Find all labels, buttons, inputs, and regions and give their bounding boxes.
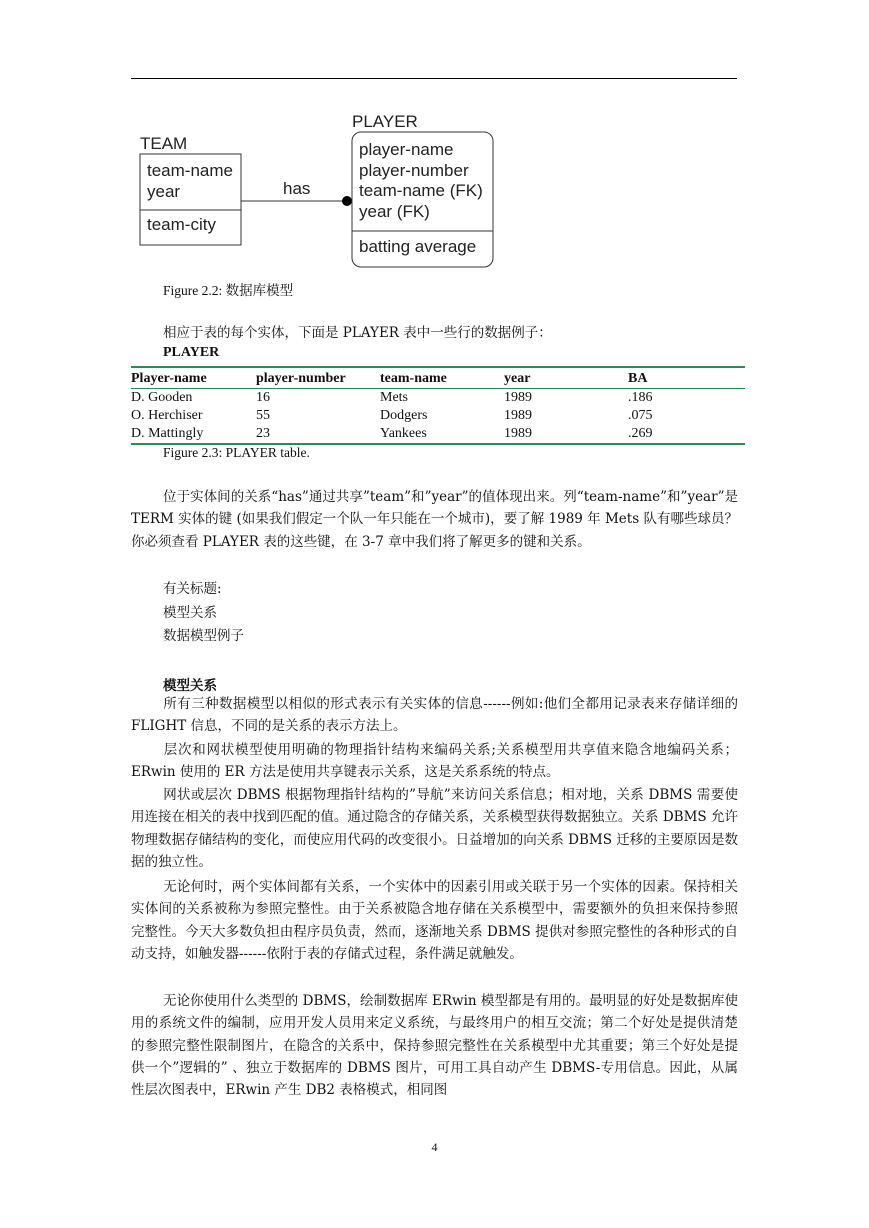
table-cell: D. Mattingly (131, 425, 256, 444)
team-key-year: year (147, 182, 181, 201)
related-topic-link[interactable]: 数据模型例子 (163, 628, 244, 644)
table-row (131, 407, 745, 425)
table-cell: .269 (628, 425, 745, 444)
figure-2-2-caption: Figure 2.2: 数据库模型 (163, 283, 294, 298)
table-cell: 55 (256, 408, 270, 423)
paragraph-text: 无论何时，两个实体间都有关系，一个实体中的因素引用或关联于另一个实体的因素。保持相关实体间的关系被称为参照完整性。由于关系被隐含地存储在关系模型中，需要额外的负担来保持参照完整性。今天大多数负担由程序员负责，然而，逐渐地关系 DBMS 提供对参照完整性的各种形式的自动支持，如触发器------依附于表的存储式过程，条件满足就触发。 (131, 879, 738, 962)
paragraph-text: 位于实体间的关系“has”通过共享”team”和”year”的值体现出来。列“team-name”和”year”是 TERM 实体的键 (如果我们假定一个队一年只能在一个城市)，要了解 1989 年 Mets 队有哪些球员？你必须查看 PLAYER 表的这些键，在 3-7 章中我们将了解更多的键和关系。 (131, 489, 738, 550)
column-header-ba: BA (628, 367, 745, 389)
column-header-team-name: team-name (380, 367, 504, 389)
player-entity-title: PLAYER (352, 112, 418, 131)
table-row (131, 389, 745, 408)
table-cell: O. Herchiser (131, 408, 203, 423)
table-title: PLAYER (163, 345, 220, 360)
paragraph-pointer-structures (131, 739, 738, 784)
player-key-team-name-fk: team-name (FK) (359, 181, 483, 200)
player-key-player-number: player-number (359, 161, 469, 180)
table-cell: 1989 (504, 390, 532, 405)
section-heading: 模型关系 (163, 678, 217, 694)
table-header-row (131, 367, 745, 389)
relationship-label: has (283, 179, 311, 198)
table-cell: 1989 (504, 408, 532, 423)
page-number: 4 (431, 1140, 438, 1154)
paragraph-navigation (131, 784, 738, 873)
table-cell: D. Gooden (131, 390, 193, 405)
table-cell: 23 (256, 425, 380, 444)
player-attr-batting-average: batting average (359, 237, 477, 256)
relationship-endpoint-dot (342, 196, 352, 206)
table-cell: .186 (628, 390, 653, 405)
table-row (131, 425, 745, 444)
team-attr-team-city: team-city (147, 215, 216, 234)
paragraph-referential-integrity (131, 876, 738, 965)
paragraph-has-relationship (131, 486, 738, 553)
table-cell: Yankees (380, 425, 504, 444)
related-topic-link[interactable]: 模型关系 (163, 605, 217, 621)
paragraph-text: 网状或层次 DBMS 根据物理指针结构的”导航”来访问关系信息；相对地，关系 DBMS 需要使用连接在相关的表中找到匹配的值。通过隐含的存储关系，关系模型获得数据独立。关系 DBMS 允许物理数据存储结构的变化，而使应用代码的改变很小。日益增加的向关系 DBMS 迁移的主要原因是数据的独立性。 (131, 787, 738, 870)
paragraph-three-models (131, 693, 738, 738)
paragraph-text: 所有三种数据模型以相似的形式表示有关实体的信息------例如:他们全都用记录表来存储详细的 FLIGHT 信息，不同的是关系的表示方法上。 (131, 696, 738, 735)
player-key-player-name: player-name (359, 140, 454, 159)
paragraph-text: 层次和网状模型使用明确的物理指针结构来编码关系;关系模型用共享值来隐含地编码关系；ERwin 使用的 ER 方法是使用共享键表示关系，这是关系系统的特点。 (131, 742, 738, 781)
column-header-year: year (504, 367, 628, 389)
player-table (131, 366, 745, 445)
table-cell: Mets (380, 390, 408, 405)
player-key-year-fk: year (FK) (359, 202, 430, 221)
table-intro-text: 相应于表的每个实体，下面是 PLAYER 表中一些行的数据例子： (163, 325, 552, 341)
er-diagram (0, 0, 869, 290)
table-cell: Dodgers (380, 408, 428, 423)
related-topics-label: 有关标题: (163, 581, 222, 597)
table-cell: .075 (628, 408, 653, 423)
column-header-player-name: Player-name (131, 367, 256, 389)
paragraph-text: 无论你使用什么类型的 DBMS，绘制数据库 ERwin 模型都是有用的。最明显的好处是数据库使用的系统文件的编制，应用开发人员用来定义系统，与最终用户的相互交流；第二个好处是提供清楚的参照完整性限制图片，在隐含的关系中，保持参照完整性在关系模型中尤其重要；第三个好处是提供一个”逻辑的” 、独立于数据库的 DBMS 图片，可用工具自动产生 DBMS-专用信息。因此，从属性层次图表中，ERwin 产生 DB2 表格模式，相同图 (131, 993, 738, 1099)
table-cell: 1989 (504, 425, 628, 444)
team-key-team-name: team-name (147, 161, 233, 180)
figure-2-3-caption: Figure 2.3: PLAYER table. (163, 445, 310, 460)
table-cell: 16 (256, 390, 270, 405)
column-header-player-number: player-number (256, 367, 380, 389)
team-entity-title: TEAM (140, 134, 188, 153)
paragraph-erwin-benefits (131, 990, 738, 1101)
